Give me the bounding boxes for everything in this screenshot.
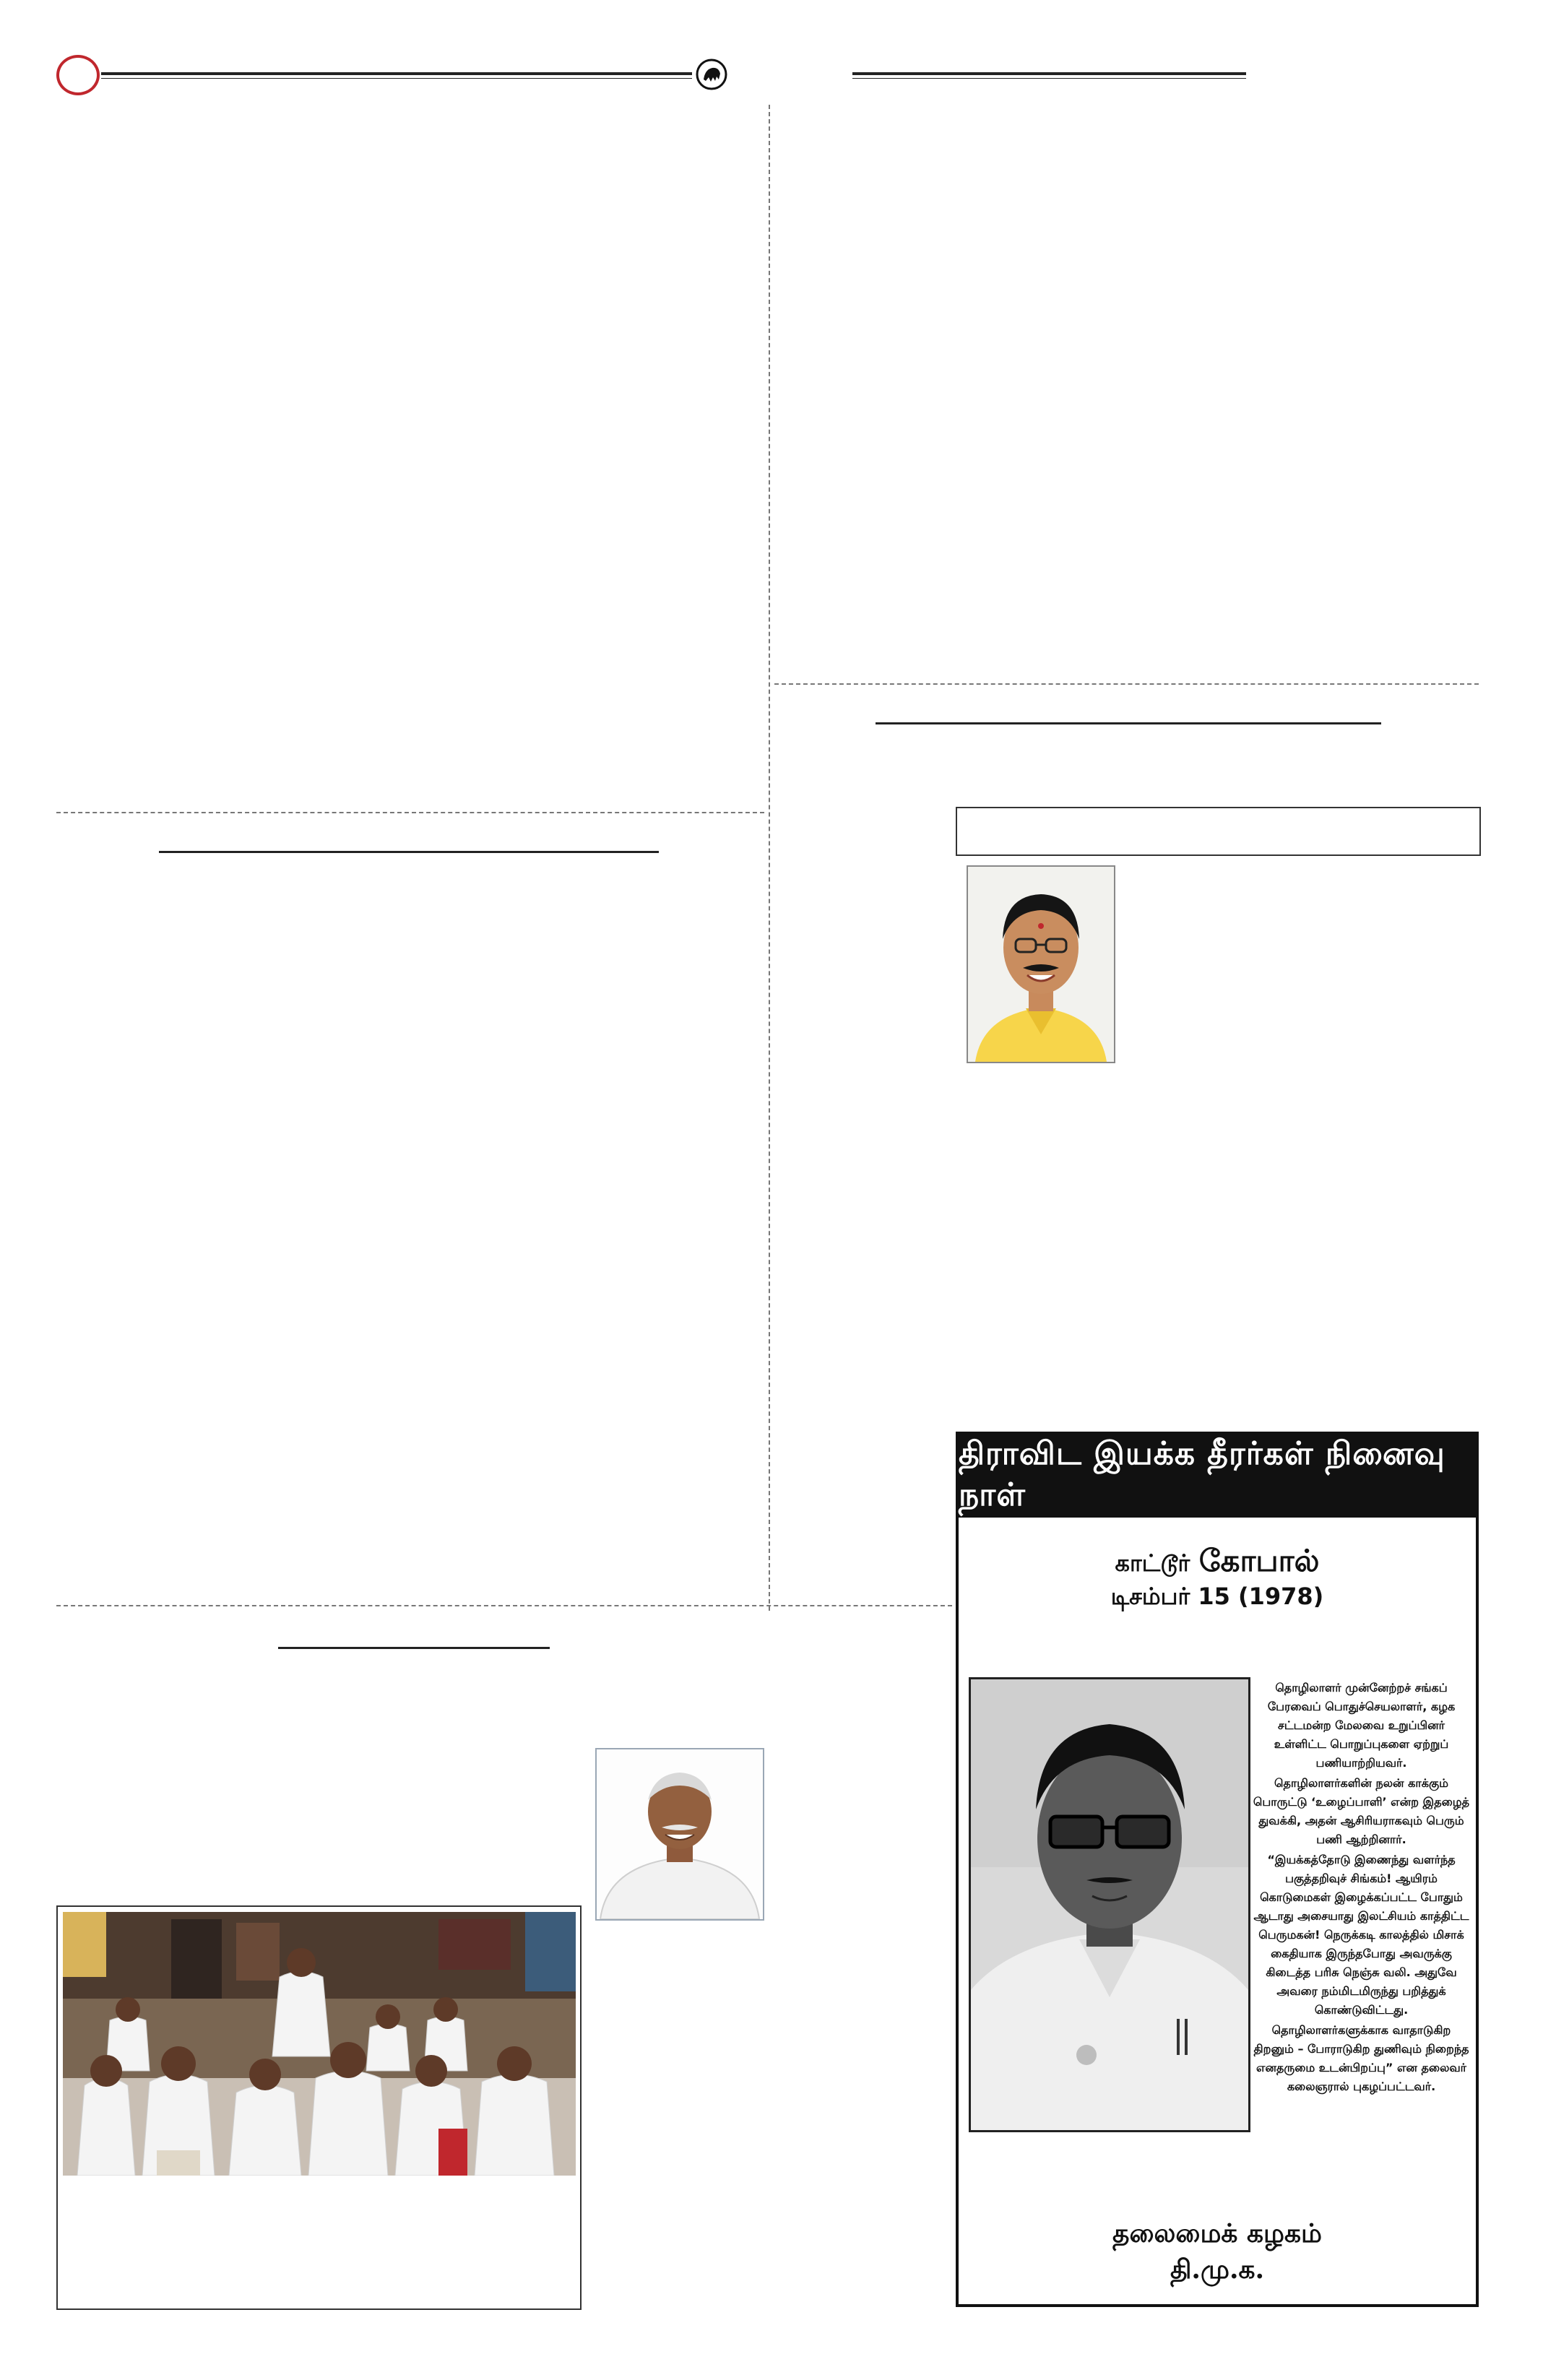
- memorial-bio: [1251, 1679, 1471, 2098]
- memorial-footer-line1: தலைமைக் கழகம்: [1112, 2218, 1322, 2249]
- memorial-banner: திராவிட இயக்க தீரர்கள் நினைவு நாள்: [959, 1435, 1476, 1518]
- page-number-circle: [56, 55, 100, 95]
- section-divider-right-top: [774, 683, 1479, 685]
- heading-underline-right: [876, 722, 1381, 724]
- memorial-name-prefix: காட்டூர்: [1115, 1549, 1190, 1577]
- memorial-bio-para-3: “இயக்கத்தோடு இணைந்து வளர்ந்த பகுத்தறிவுச் சிங்கம்! ஆயிரம் கொடுமைகள் இழைக்கப்பட்ட போதும் ஆடாது அசையாது இலட்சியம் காத்திட்ட பெருமகன்! நெருக்கடி காலத்தில் மிசாக் கைதியாக இருந்தபோது அவருக்கு கிடைத்த பரிசு நெஞ்சு வலி. அதுவே அவரை நம்மிடமிருந்து பறித்துக் கொண்டுவிட்டது.: [1253, 1853, 1469, 2017]
- heading-underline-bottom: [278, 1647, 550, 1649]
- memorial-footer-line2: தி.மு.க.: [1170, 2254, 1265, 2285]
- emblem-icon: [695, 58, 728, 91]
- memorial-notice: [956, 1432, 1479, 2307]
- header-rule-left: [101, 72, 692, 75]
- memorial-portrait: [969, 1677, 1250, 2132]
- heading-underline-left: [159, 851, 659, 853]
- meeting-photo: [63, 1912, 576, 2176]
- portrait-photo-yellow: [967, 865, 1115, 1063]
- section-divider-left-top: [56, 812, 764, 813]
- header-rule-right-thin: [852, 78, 1246, 79]
- section-divider-bottom: [56, 1605, 952, 1606]
- memorial-bio-para-1: தொழிலாளர் முன்னேற்றச் சங்கப் பேரவைப் பொதுச்செயலாளர், கழக சட்டமன்ற மேலவை உறுப்பினர் உள்ளிட்ட பொறுப்புகளை ஏற்றுப் பணியாற்றியவர்.: [1267, 1681, 1456, 1770]
- memorial-date: டிசம்பர் 15 (1978): [1110, 1583, 1324, 1610]
- memorial-name: கோபால்: [1198, 1543, 1320, 1578]
- caption-box: [956, 807, 1481, 856]
- memorial-bio-para-4: தொழிலாளர்களுக்காக வாதாடுகிற திறனும் – போராடுகிற துணிவும் நிறைந்த எனதருமை உடன்பிறப்பு” என தலைவர் கலைஞரால் புகழப்பட்டவர்.: [1253, 2023, 1469, 2093]
- memorial-bio-para-2: தொழிலாளர்களின் நலன் காக்கும் பொருட்டு ‘உழைப்பாளி’ என்ற இதழைத் துவக்கி, அதன் ஆசிரியராகவும் பெரும் பணி ஆற்றினார்.: [1253, 1776, 1470, 1846]
- memorial-name-line: [959, 1543, 1476, 1583]
- portrait-photo-elderly: [595, 1748, 764, 1921]
- header-rule-right: [852, 72, 1246, 75]
- column-divider-vertical: [769, 105, 770, 1611]
- header-rule-left-thin: [101, 78, 692, 79]
